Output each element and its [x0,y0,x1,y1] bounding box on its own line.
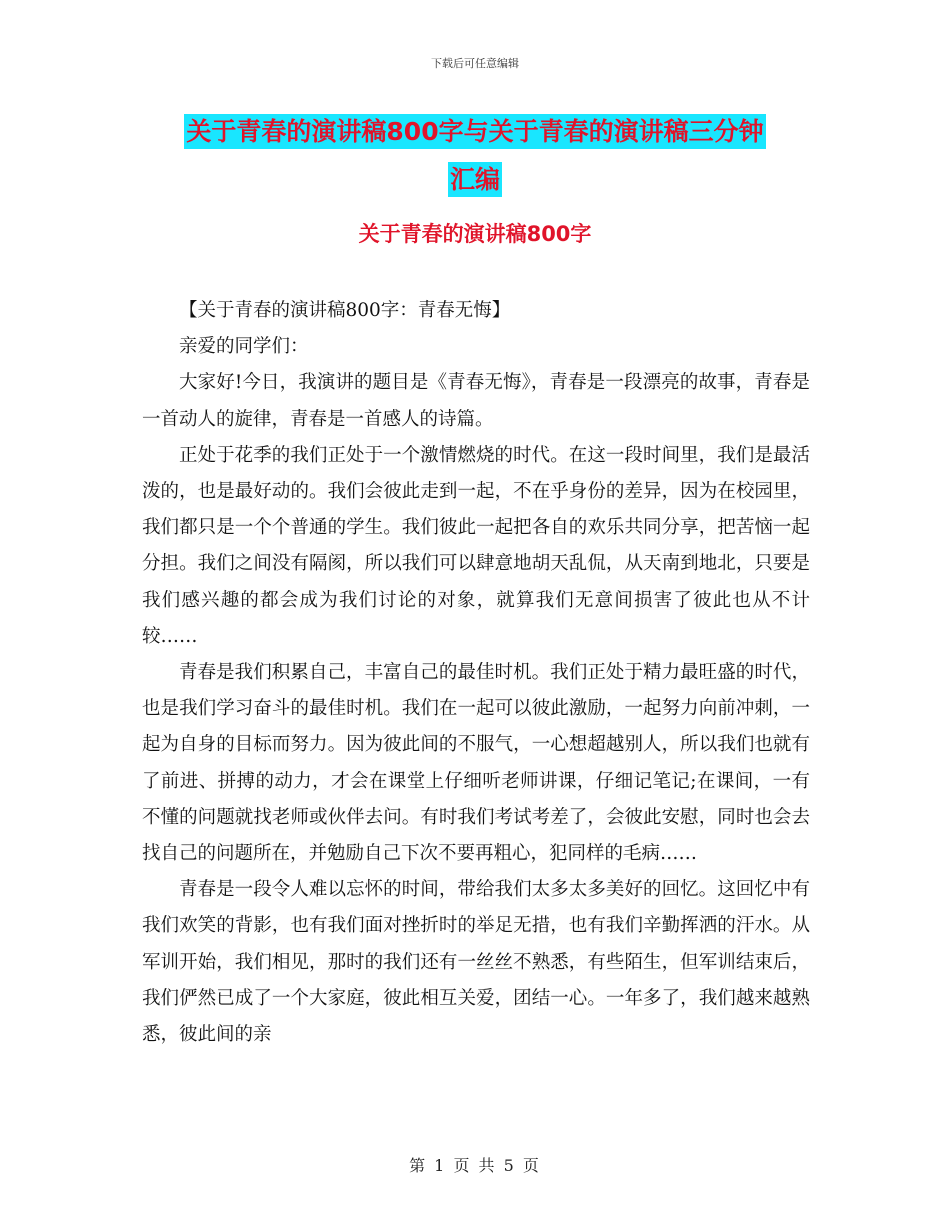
page-footer: 第 1 页 共 5 页 [409,1156,541,1175]
title-line-2: 汇编 [448,162,502,197]
title-line-1: 关于青春的演讲稿800字与关于青春的演讲稿三分钟 [184,114,765,149]
paragraph: 大家好!今日，我演讲的题目是《青春无悔》，青春是一段漂亮的故事，青春是一首动人的旋律，青春是一首感人的诗篇。 [142,372,810,430]
header-note: 下载后可任意编辑 [431,57,519,70]
body-text [142,293,810,1053]
paragraph: 正处于花季的我们正处于一个激情燃烧的时代。在这一段时间里，我们是最活泼的，也是最好动的。我们会彼此走到一起，不在乎身份的差异，因为在校园里，我们都只是一个个普通的学生。我们彼此一起把各自的欢乐共同分享，把苦恼一起分担。我们之间没有隔阂，所以我们可以肆意地胡天乱侃，从天南到地北，只要是我们感兴趣的都会成为我们讨论的对象，就算我们无意间损害了彼此也从不计较…… [142,444,810,647]
section-title: 关于青春的演讲稿800字 [358,222,592,246]
paragraph: 青春是一段令人难以忘怀的时间，带给我们太多太多美好的回忆。这回忆中有我们欢笑的背影，也有我们面对挫折时的举足无措，也有我们辛勤挥洒的汗水。从军训开始，我们相见，那时的我们还有一丝丝不熟悉，有些陌生，但军训结束后，我们俨然已成了一个大家庭，彼此相互关爱，团结一心。一年多了，我们越来越熟悉，彼此间的亲 [142,879,810,1046]
paragraph-greeting: 亲爱的同学们： [179,336,309,358]
paragraph-subtitle: 【关于青春的演讲稿800字：青春无悔】 [179,300,511,321]
paragraph: 青春是我们积累自己，丰富自己的最佳时机。我们正处于精力最旺盛的时代，也是我们学习奋斗的最佳时机。我们在一起可以彼此激励，一起努力向前冲刺，一起为自身的目标而努力。因为彼此间的不服气，一心想超越别人，所以我们也就有了前进、拼搏的动力，才会在课堂上仔细听老师讲课，仔细记笔记;在课间，一有不懂的问题就找老师或伙伴去问。有时我们考试考差了，会彼此安慰，同时也会去找自己的问题所在，并勉励自己下次不要再粗心，犯同样的毛病…… [142,662,810,865]
document-title [150,108,800,204]
